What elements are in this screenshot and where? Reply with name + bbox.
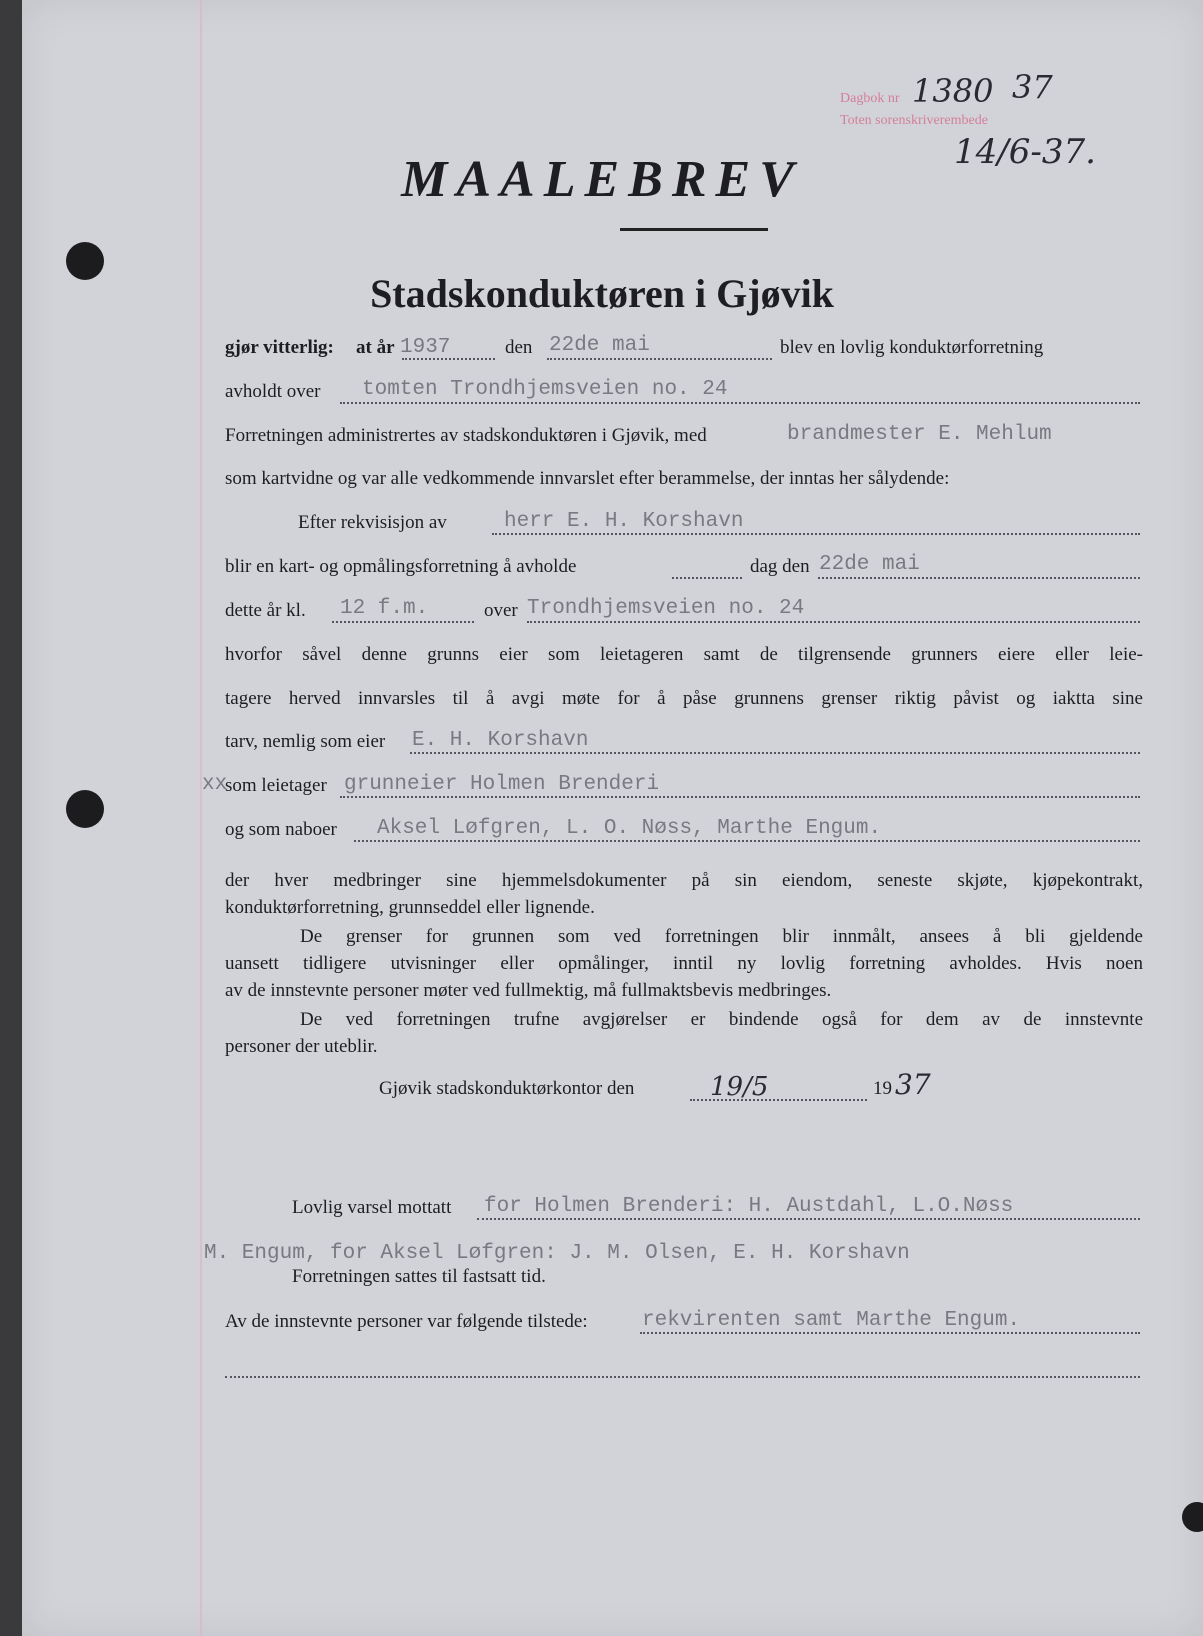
r5-line [492, 533, 1140, 535]
r1-date-line [547, 358, 772, 360]
r2-label: avholdt over [225, 381, 321, 402]
tilstede-line [640, 1332, 1140, 1334]
r5-value: herr E. H. Korshavn [504, 510, 744, 533]
para1-line-1: der hver medbringer sine hjemmelsdokumenter på sin eiendom, seneste skjøte, kjøpekontrakt, [225, 870, 1143, 891]
r6-label: blir en kart- og opmålingsforretning å avholde [225, 556, 577, 577]
r7-time-value: 12 f.m. [340, 597, 429, 620]
r11-line [340, 796, 1140, 798]
para3-line-1: De ved forretningen trufne avgjørelser er bindende også for dem av de innstevnte [300, 1009, 1143, 1030]
title-underline [620, 228, 768, 231]
r7-time-line [332, 621, 474, 623]
r11-value: grunneier Holmen Brenderi [344, 773, 660, 796]
para3-line-2: personer der uteblir. [225, 1036, 378, 1057]
r12-label: og som naboer [225, 819, 337, 840]
office-year-prefix: 19 [873, 1078, 892, 1099]
r7-line [527, 621, 1140, 623]
varsel-line [477, 1218, 1140, 1220]
r12-line [354, 840, 1140, 842]
r6-blank-line [672, 577, 742, 579]
r2-line [340, 402, 1140, 404]
punch-hole [66, 790, 104, 828]
paragraph-decisions [225, 1006, 1143, 1060]
fastsatt-text: Forretningen sattes til fastsatt tid. [292, 1266, 546, 1287]
varsel-value-1: for Holmen Brenderi: H. Austdahl, L.O.Nøss [484, 1195, 1014, 1218]
r7-label: dette år kl. [225, 600, 306, 621]
handwritten-stamp-date: 14/6-37. [954, 132, 1096, 172]
r11-label: som leietager [225, 775, 327, 796]
r4-text: som kartvidne og var alle vedkommende innvarslet efter berammelse, der inntas her sålydende: [225, 468, 950, 489]
r5-label: Efter rekvisisjon av [298, 512, 447, 533]
para2-line-3: av de innstevnte personer møter ved fullmektig, må fullmaktsbevis medbringes. [225, 980, 832, 1001]
r1-date-value: 22de mai [549, 334, 650, 357]
r11-prefix: xx [202, 773, 228, 796]
r1-at: at år [356, 337, 395, 358]
r1-end: blev en lovlig konduktørforretning [780, 337, 1044, 358]
para2-line-2: uansett tidligere utvisninger eller opmålinger, inntil ny lovlig forretning avholdes. Hvis noen [225, 953, 1143, 974]
r6-value: 22de mai [819, 553, 920, 576]
r10-line [410, 752, 1140, 754]
r7-over: over [484, 600, 518, 621]
tilstede-label: Av de innstevnte personer var følgende tilstede: [225, 1311, 588, 1332]
office-label: Gjøvik stadskonduktørkontor den [379, 1078, 635, 1099]
r1-label: gjør vitterlig: [225, 337, 334, 358]
handwritten-stamp-year: 37 [1012, 68, 1053, 106]
r2-value: tomten Trondhjemsveien no. 24 [362, 378, 728, 401]
tilstede-value: rekvirenten samt Marthe Engum. [642, 1309, 1021, 1332]
office-year-value: 37 [895, 1068, 931, 1101]
para2-line-1: De grenser for grunnen som ved forretningen blir innmålt, ansees å bli gjeldende [300, 926, 1143, 947]
r1-year-value: 1937 [400, 336, 451, 359]
varsel-label: Lovlig varsel mottatt [292, 1197, 452, 1218]
r8-text: hvorfor såvel denne grunns eier som leietageren samt de tilgrensende grunners eiere eller leie- [225, 644, 1143, 665]
r12-value: Aksel Løfgren, L. O. Nøss, Marthe Engum. [377, 817, 882, 840]
document-page [22, 0, 1203, 1636]
r3-text: Forretningen administrertes av stadskonduktøren i Gjøvik, med [225, 425, 707, 446]
r7-value: Trondhjemsveien no. 24 [527, 597, 805, 620]
document-title: MAALEBREV [401, 151, 803, 208]
paragraph-documents [225, 867, 1143, 921]
r6-line [818, 577, 1140, 579]
para1-line-2: konduktørforretning, grunnseddel eller lignende. [225, 897, 595, 918]
r1-den: den [505, 337, 533, 358]
r10-value: E. H. Korshavn [412, 729, 589, 752]
varsel-value-2: M. Engum, for Aksel Løfgren: J. M. Olsen, E. H. Korshavn [204, 1242, 910, 1265]
office-date-value: 19/5 [710, 1072, 769, 1102]
paragraph-boundaries [225, 923, 1143, 1004]
r10-label: tarv, nemlig som eier [225, 731, 386, 752]
punch-hole [1182, 1502, 1203, 1532]
margin-line [200, 0, 202, 1636]
stamp-line-1: Dagbok nr [840, 91, 900, 106]
r9-text: tagere herved innvarsles til å avgi møte for å påse grunnens grenser riktig påvist og iaktta sine [225, 688, 1143, 709]
document-subtitle: Stadskonduktøren i Gjøvik [370, 271, 834, 316]
r3-value: brandmester E. Mehlum [787, 423, 1052, 446]
blank-line [225, 1376, 1140, 1378]
handwritten-dagbok-number: 1380 [912, 72, 994, 110]
r6-dag: dag den [750, 556, 810, 577]
stamp-line-2: Toten sorenskriverembede [840, 113, 988, 128]
